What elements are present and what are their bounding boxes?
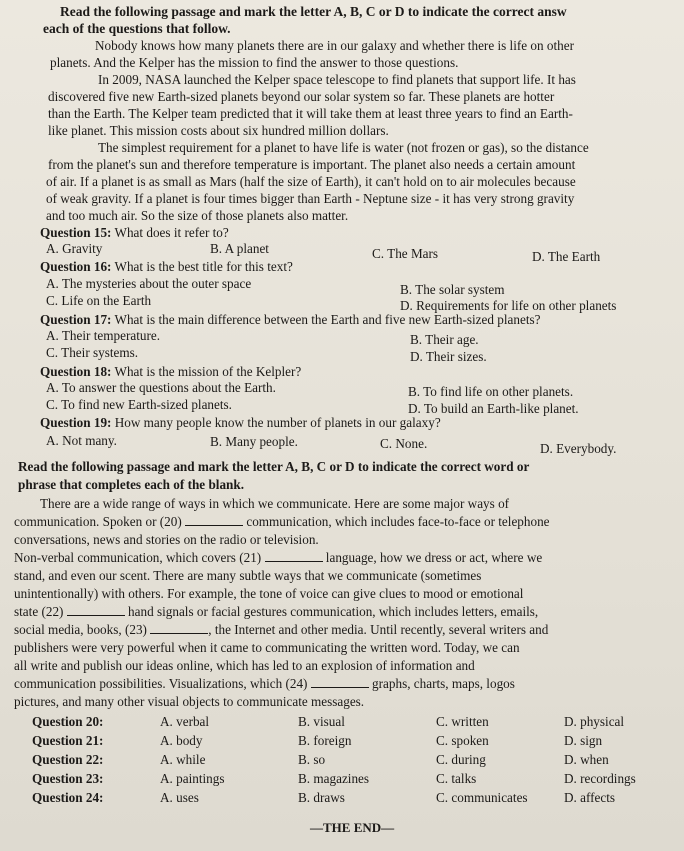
- option-b[interactable]: B. Their age.: [410, 332, 479, 347]
- option-d[interactable]: D. sign: [564, 733, 603, 748]
- option-a[interactable]: A. To answer the questions about the Earth.: [46, 380, 276, 395]
- passage-2-text: , the Internet and other media. Until recently, several writers and: [208, 622, 549, 637]
- option-a[interactable]: A. paintings: [160, 771, 225, 786]
- passage-1-line: Nobody knows how many planets there are in our galaxy and whether there is life on other: [95, 38, 575, 53]
- passage-2-text: communication. Spoken or (20): [14, 514, 182, 529]
- option-d[interactable]: D. Everybody.: [540, 441, 617, 456]
- passage-2-line: [14, 676, 515, 691]
- instruction-1-line-1: Read the following passage and mark the letter A, B, C or D to indicate the correct answ: [60, 4, 567, 19]
- option-a[interactable]: A. The mysteries about the outer space: [46, 276, 252, 291]
- question-16: [40, 259, 293, 274]
- option-c[interactable]: C. The Mars: [372, 246, 439, 261]
- option-b[interactable]: B. The solar system: [400, 282, 505, 297]
- option-b[interactable]: B. magazines: [298, 771, 370, 786]
- passage-2-line: [14, 604, 538, 619]
- option-d[interactable]: D. To build an Earth-like planet.: [408, 401, 579, 416]
- question-text: What is the main difference between the Earth and five new Earth-sized planets?: [114, 312, 541, 327]
- option-d[interactable]: D. The Earth: [532, 249, 601, 264]
- passage-2-text: state (22): [14, 604, 64, 619]
- passage-2-text: Non-verbal communication, which covers (21): [14, 550, 262, 565]
- blank-22[interactable]: [67, 604, 125, 616]
- passage-1-line: like planet. This mission costs about six hundred million dollars.: [48, 123, 389, 138]
- option-d[interactable]: D. physical: [564, 714, 625, 729]
- question-19: [40, 415, 441, 430]
- passage-2-line: all write and publish our ideas online, which has led to an explosion of information and: [14, 658, 475, 673]
- the-end-label: —THE END—: [310, 820, 395, 835]
- question-label: Question 22:: [32, 752, 104, 767]
- passage-1-line: In 2009, NASA launched the Kelper space telescope to find planets that support life. It has: [98, 72, 576, 87]
- option-c[interactable]: C. spoken: [436, 733, 489, 748]
- question-18: [40, 364, 301, 379]
- option-a[interactable]: A. Their temperature.: [46, 328, 160, 343]
- option-c[interactable]: C. written: [436, 714, 489, 729]
- question-label: Question 16:: [40, 259, 112, 274]
- option-d[interactable]: D. Requirements for life on other planets: [400, 298, 617, 313]
- option-a[interactable]: A. while: [160, 752, 206, 767]
- option-c[interactable]: C. Their systems.: [46, 345, 139, 360]
- passage-1-line: from the planet's sun and therefore temperature is important. The planet also needs a certain amount: [48, 157, 576, 172]
- instruction-2-line-1: Read the following passage and mark the letter A, B, C or D to indicate the correct word or: [18, 459, 530, 474]
- passage-2-text: language, how we dress or act, where we: [325, 550, 543, 565]
- option-c[interactable]: C. talks: [436, 771, 477, 786]
- passage-2-line: [14, 550, 542, 565]
- passage-2-text: social media, books, (23): [14, 622, 147, 637]
- option-c[interactable]: C. To find new Earth-sized planets.: [46, 397, 232, 412]
- instruction-1-line-2: each of the questions that follow.: [43, 21, 231, 36]
- passage-1-line: of weak gravity. If a planet is four times bigger than Earth - Neptune size - it has very strong gravity: [46, 191, 575, 206]
- passage-1-line: of air. If a planet is as small as Mars (half the size of Earth), it can't hold on to air molecules because: [46, 174, 576, 189]
- passage-1-line: discovered five new Earth-sized planets beyond our solar system so far. These planets are hotter: [48, 89, 555, 104]
- passage-1-line: and too much air. So the size of those planets also matter.: [46, 208, 349, 223]
- option-d[interactable]: D. Their sizes.: [410, 349, 487, 364]
- passage-2-text: communication possibilities. Visualizations, which (24): [14, 676, 308, 691]
- passage-2-text: hand signals or facial gestures communication, which includes letters, emails,: [128, 604, 539, 619]
- question-label: Question 21:: [32, 733, 104, 748]
- question-label: Question 19:: [40, 415, 112, 430]
- question-label: Question 23:: [32, 771, 104, 786]
- option-c[interactable]: C. Life on the Earth: [46, 293, 152, 308]
- option-d[interactable]: D. recordings: [564, 771, 636, 786]
- option-a[interactable]: A. uses: [160, 790, 199, 805]
- question-text: What is the best title for this text?: [114, 259, 293, 274]
- passage-2-line: There are a wide range of ways in which we communicate. Here are some major ways of: [40, 496, 510, 511]
- option-b[interactable]: B. foreign: [298, 733, 352, 748]
- passage-1-line: planets. And the Kelper has the mission to find the answer to those questions.: [50, 55, 459, 70]
- option-c[interactable]: C. None.: [380, 436, 428, 451]
- option-d[interactable]: D. when: [564, 752, 609, 767]
- question-label: Question 15:: [40, 225, 112, 240]
- question-label: Question 18:: [40, 364, 112, 379]
- blank-21[interactable]: [265, 550, 323, 562]
- passage-1-line: The simplest requirement for a planet to have life is water (not frozen or gas), so the distance: [98, 140, 589, 155]
- option-a[interactable]: A. Gravity: [46, 241, 103, 256]
- blank-23[interactable]: [150, 622, 208, 634]
- option-b[interactable]: B. draws: [298, 790, 345, 805]
- passage-2-text: communication, which includes face-to-face or telephone: [246, 514, 550, 529]
- option-d[interactable]: D. affects: [564, 790, 616, 805]
- passage-2-line: pictures, and many other visual objects to communicate messages.: [14, 694, 365, 709]
- passage-2-line: conversations, news and stories on the radio or television.: [14, 532, 319, 547]
- option-b[interactable]: B. A planet: [210, 241, 269, 256]
- passage-2-line: stand, and even our scent. There are many subtle ways that we communicate (sometimes: [14, 568, 482, 583]
- option-a[interactable]: A. Not many.: [46, 433, 117, 448]
- passage-2-line: publishers were very powerful when it came to communicating the written word. Today, we can: [14, 640, 520, 655]
- option-a[interactable]: A. verbal: [160, 714, 210, 729]
- option-a[interactable]: A. body: [160, 733, 203, 748]
- option-b[interactable]: B. visual: [298, 714, 345, 729]
- instruction-2-line-2: phrase that completes each of the blank.: [18, 477, 245, 492]
- question-label: Question 17:: [40, 312, 112, 327]
- question-label: Question 20:: [32, 714, 104, 729]
- question-text: What does it refer to?: [114, 225, 229, 240]
- option-c[interactable]: C. communicates: [436, 790, 528, 805]
- question-text: How many people know the number of planets in our galaxy?: [114, 415, 441, 430]
- option-c[interactable]: C. during: [436, 752, 486, 767]
- option-b[interactable]: B. Many people.: [210, 434, 298, 449]
- question-15: [40, 225, 229, 240]
- passage-2-line: [14, 514, 550, 529]
- question-text: What is the mission of the Kelpler?: [114, 364, 302, 379]
- option-b[interactable]: B. so: [298, 752, 326, 767]
- blank-24[interactable]: [311, 676, 369, 688]
- passage-2-text: graphs, charts, maps, logos: [372, 676, 515, 691]
- question-17: [40, 312, 540, 327]
- blank-20[interactable]: [185, 514, 243, 526]
- passage-1-line: than the Earth. The Kelper team predicted that it will take them at least three years to find an Earth-: [48, 106, 573, 121]
- passage-2-line: unintentionally) with others. For example, the tone of voice can give clues to mood or emotional: [14, 586, 524, 601]
- question-label: Question 24:: [32, 790, 104, 805]
- option-b[interactable]: B. To find life on other planets.: [408, 384, 574, 399]
- passage-2-line: [14, 622, 548, 637]
